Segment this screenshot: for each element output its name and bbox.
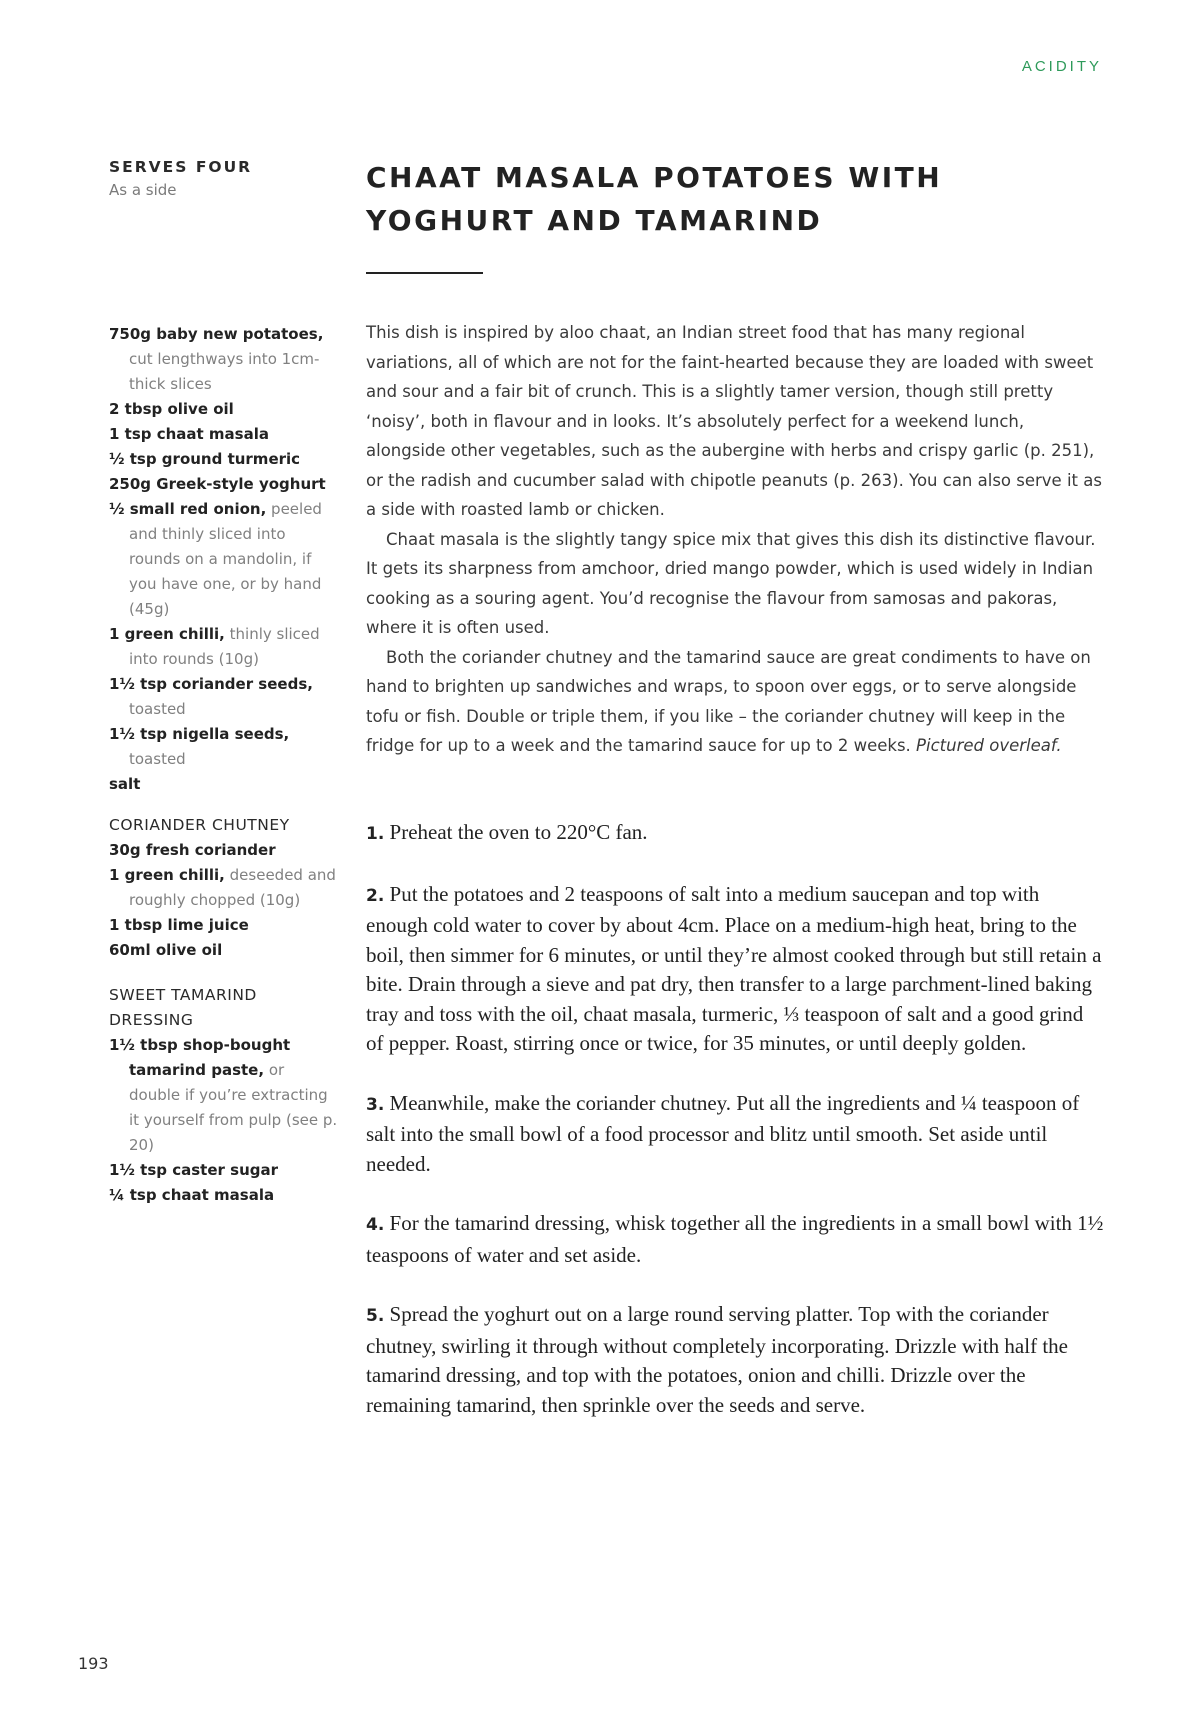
ingredients-list <box>109 322 339 1208</box>
ingredient-note: toasted <box>129 750 186 768</box>
ingredient-item <box>109 1183 339 1208</box>
ingredient-qty: 1½ tsp nigella seeds, <box>109 725 290 743</box>
ingredient-qty: 30g fresh coriander <box>109 841 276 859</box>
recipe-title: CHAAT MASALA POTATOES WITH YOGHURT AND TAMARIND <box>366 161 943 237</box>
method-step <box>366 880 1106 1059</box>
step-text: For the tamarind dressing, whisk together all the ingredients in a small bowl with 1½ teaspoons of water and set aside. <box>366 1211 1104 1267</box>
ingredient-qty: ½ small red onion, <box>109 500 267 518</box>
serves-subtitle: As a side <box>109 181 177 199</box>
ingredient-item <box>109 472 339 497</box>
ingredient-qty: ¼ tsp chaat masala <box>109 1186 275 1204</box>
intro-paragraph: This dish is inspired by aloo chaat, an Indian street food that has many regional variations, all of which are not for the faint-hearted because they are loaded with sweet and sour and a fair bit of crunch. This is a slightly tamer version, though still pretty ‘noisy’, both in flavour and in looks. It’s absolutely perfect for a weekend lunch, alongside other vegetables, such as the aubergine with herbs and crispy garlic (p. 251), or the radish and cucumber salad with chipotle peanuts (p. 263). You can also serve it as a side with roasted lamb or chicken. <box>366 323 1102 519</box>
method-steps <box>366 818 1106 1450</box>
serves-title: SERVES FOUR <box>109 158 253 176</box>
ingredient-note: toasted <box>129 700 186 718</box>
ingredient-item <box>109 863 339 913</box>
step-number: 5. <box>366 1306 385 1326</box>
ingredient-item <box>109 838 339 863</box>
ingredient-qty: ½ tsp ground turmeric <box>109 450 301 468</box>
ingredient-item <box>109 322 339 397</box>
dressing-heading: SWEET TAMARIND DRESSING <box>109 986 257 1029</box>
intro-paragraph <box>366 643 1106 761</box>
ingredient-item <box>109 1033 339 1158</box>
ingredient-note: peeled and thinly sliced into rounds on a mandolin, if you have one, or by hand (45g) <box>129 500 322 618</box>
step-text: Meanwhile, make the coriander chutney. Put all the ingredients and ¼ teaspoon of salt into the small bowl of a food processor and blitz until smooth. Set aside until needed. <box>366 1090 1080 1176</box>
ingredient-item <box>109 497 339 622</box>
step-number: 1. <box>366 824 385 844</box>
section-tag: ACIDITY <box>1021 58 1102 75</box>
ingredient-qty: 750g baby new potatoes, <box>109 325 324 343</box>
chutney-heading: CORIANDER CHUTNEY <box>109 816 290 834</box>
intro-paragraph-text: Both the coriander chutney and the tamarind sauce are great condiments to have on hand to brighten up sandwiches and wraps, to spoon over eggs, or to serve alongside tofu or fish. Double or triple them, if you like – the coriander chutney will keep in the fridge for up to a week and the tamarind sauce for up to 2 weeks. <box>366 647 1091 755</box>
ingredient-qty: 250g Greek-style yoghurt <box>109 475 326 493</box>
ingredient-item <box>109 772 339 797</box>
method-step <box>366 1089 1106 1180</box>
pictured-overleaf-note: Pictured overleaf. <box>916 736 1062 755</box>
step-text: Spread the yoghurt out on a large round serving platter. Top with the coriander chutney, swirling it through without completely incorporating. Drizzle with half the tamarind dressing, and top with the potatoes, onion and chilli. Drizzle over the remaining tamarind, then sprinkle over the seeds and serve. <box>366 1302 1068 1417</box>
ingredient-item <box>109 938 339 963</box>
step-text: Put the potatoes and 2 teaspoons of salt into a medium saucepan and top with enough cold water to cover by about 4cm. Place on a medium-high heat, bring to the boil, then simmer for 6 minutes, or until they’re almost cooked through but still retain a bite. Drain through a sieve and pat dry, then transfer to a large parchment-lined baking tray and toss with the oil, chaat masala, turmeric, ⅓ teaspoon of salt and a good grind of pepper. Roast, stirring once or twice, for 35 minutes, or until deeply golden. <box>366 881 1102 1055</box>
ingredient-item <box>109 447 339 472</box>
ingredient-qty: 1 green chilli, <box>109 866 225 884</box>
intro-text <box>366 318 1106 761</box>
ingredient-item <box>109 397 339 422</box>
ingredient-note: or double if you’re extracting it yourself from pulp (see p. 20) <box>129 1061 338 1154</box>
ingredient-qty: 1 tbsp lime juice <box>109 916 249 934</box>
intro-paragraph: Chaat masala is the slightly tangy spice mix that gives this dish its distinctive flavour. It gets its sharpness from amchoor, dried mango powder, which is used widely in Indian cooking as a souring agent. You’d recognise the flavour from samosas and pakoras, where it is often used. <box>366 529 1096 637</box>
serves-block <box>109 158 252 199</box>
ingredient-item <box>109 672 339 722</box>
method-step <box>366 818 1106 850</box>
method-step <box>366 1209 1106 1270</box>
title-divider <box>366 272 483 274</box>
ingredient-qty: 2 tbsp olive oil <box>109 400 234 418</box>
ingredient-item <box>109 622 339 672</box>
ingredient-qty: 60ml olive oil <box>109 941 223 959</box>
ingredient-note: thinly sliced into rounds (10g) <box>129 625 320 668</box>
page-number: 193 <box>78 1654 109 1673</box>
ingredient-note: cut lengthways into 1cm-thick slices <box>129 350 320 393</box>
step-number: 3. <box>366 1094 385 1115</box>
ingredient-item <box>109 1158 339 1183</box>
ingredient-qty: 1 green chilli, <box>109 625 225 643</box>
step-text: Preheat the oven to 220°C fan. <box>384 820 648 844</box>
step-number: 2. <box>366 885 385 906</box>
method-step <box>366 1300 1106 1420</box>
ingredient-item <box>109 422 339 447</box>
ingredient-qty: 1½ tbsp shop-bought tamarind paste, <box>109 1036 291 1079</box>
ingredient-item <box>109 913 339 938</box>
ingredient-note: deseeded and roughly chopped (10g) <box>129 866 336 909</box>
ingredient-qty: salt <box>109 775 141 793</box>
ingredient-item <box>109 722 339 772</box>
ingredient-qty: 1½ tsp caster sugar <box>109 1161 279 1179</box>
ingredient-qty: 1½ tsp coriander seeds, <box>109 675 313 693</box>
ingredient-qty: 1 tsp chaat masala <box>109 425 269 443</box>
step-number: 4. <box>366 1215 385 1235</box>
